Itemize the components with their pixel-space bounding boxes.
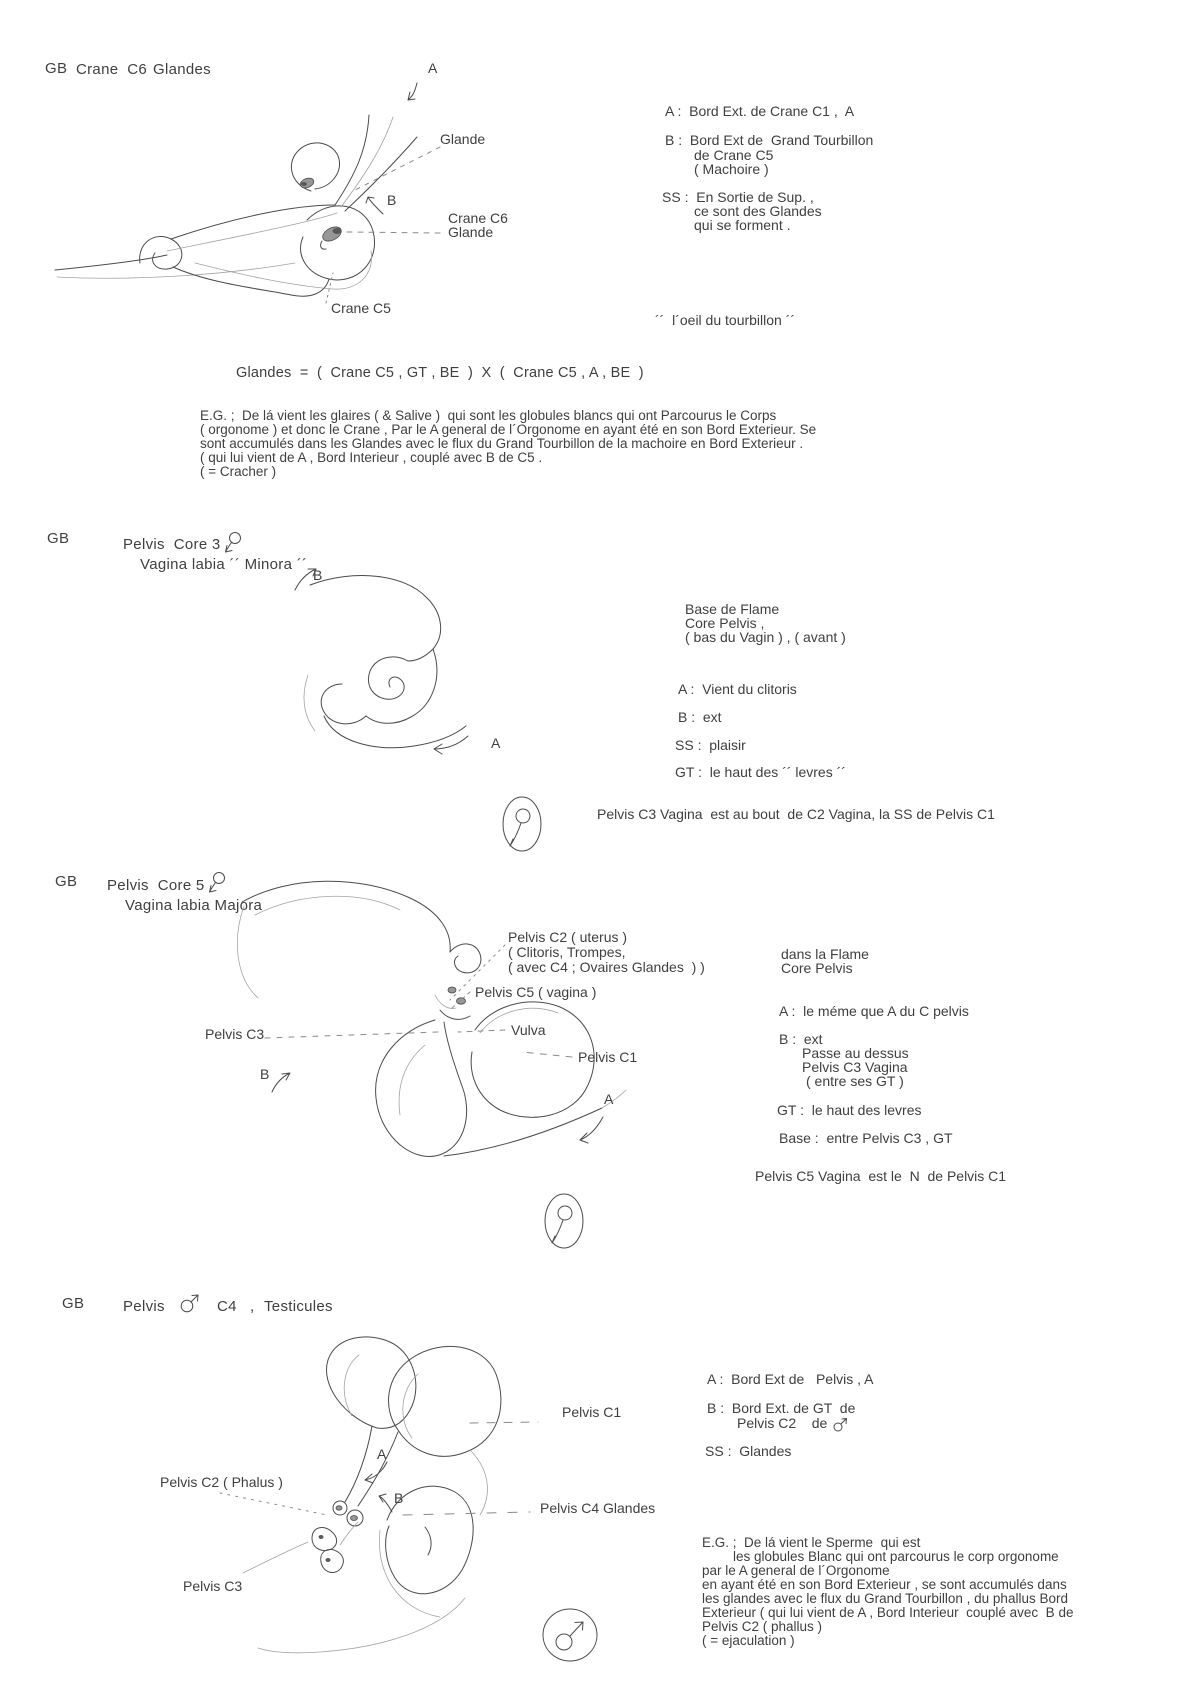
legend2-gt: GT : le haut des ´´ levres ´´ [675,764,846,780]
female-gender-icon [206,871,226,895]
label-pelvis-c5: Pelvis C5 ( vagina ) [475,984,597,1000]
section4-title-pelvis: Pelvis [123,1298,165,1315]
label-pelvis-c1: Pelvis C1 [578,1049,638,1065]
section2-arrow-b-label: B [313,567,323,583]
section3-subtitle: Vagina labia Majora [125,897,263,914]
label-pelvis-c3-male: Pelvis C3 [183,1578,243,1594]
paragraph4-line4: en ayant été en son Bord Exterieur , se sont accumulés dans [702,1577,1067,1592]
label-pelvis-c3: Pelvis C3 [205,1026,265,1042]
section4-arrow-b-label: B [394,1490,404,1506]
paragraph4-line6: Exterieur ( qui lui vient de A , Bord Interieur couplé avec B de [702,1605,1074,1620]
label-glande: Glande [440,131,486,147]
section1-title-glandes: Glandes [153,61,211,78]
label-crane-c5: Crane C5 [331,300,391,316]
note-oeil-tourbillon: ´´ l´oeil du tourbillon ´´ [655,312,796,328]
paragraph1-line3: sont accumulés dans les Glandes avec le flux du Grand Tourbillon de la machoire en Bord Exterieur . [200,436,804,451]
note-base-flame-line3: ( bas du Vagin ) , ( avant ) [685,629,846,645]
pelvis-core3-sketch [250,540,510,800]
section3-bottom-note: Pelvis C5 Vagina est le N de Pelvis C1 [755,1168,1007,1184]
legend1-b-line3: ( Machoire ) [694,161,769,177]
legend1-b-line2: de Crane C5 [694,147,774,163]
legend3-b-line4: ( entre ses GT ) [806,1073,904,1089]
glandes-formula: Glandes = ( Crane C5 , GT , BE ) X ( Crane C5 , A , BE ) [236,365,644,381]
section4-title-comma: , [250,1298,255,1315]
legend3-base: Base : entre Pelvis C3 , GT [779,1130,953,1146]
crane-c6-sketch [45,55,625,325]
section3-arrow-a-label: A [604,1091,614,1107]
paragraph1-line5: ( = Cracher ) [200,464,277,479]
paragraph4-line5: les glandes avec le flux du Grand Tourbillon , du phallus Bord [702,1591,1068,1606]
note-flame-line1: dans la Flame [781,946,869,962]
paragraph4-line7: Pelvis C2 ( phallus ) [702,1619,823,1634]
paragraph1-line1: E.G. ; De lá vient les glaires ( & Salive ) qui sont les globules blancs qui ont Parcourus le Corps [200,408,777,423]
label-pelvis-c2-line3: ( avec C4 ; Ovaires Glandes ) ) [508,959,705,975]
male-gender-icon [180,1291,200,1313]
paragraph1-line4: ( qui lui vient de A , Bord Interieur , couplé avec B de C5 . [200,450,543,465]
label-vulva: Vulva [511,1022,546,1038]
label-pelvis-c2-line1: Pelvis C2 ( uterus ) [508,929,628,945]
section4-gb: GB [62,1295,85,1312]
legend3-b-line1: B : ext [779,1031,823,1047]
section3-arrow-b-label: B [260,1066,270,1082]
legend1-ss-line2: ce sont des Glandes [694,203,822,219]
legend1-b-line1: B : Bord Ext de Grand Tourbillon [665,132,874,148]
section3-gb: GB [55,873,78,890]
section2-title: Pelvis Core 3 [123,536,221,553]
legend4-b-line1: B : Bord Ext. de GT de [707,1400,856,1416]
section1-arrow-b-label: B [387,192,397,208]
section4-title-testicules: Testicules [264,1298,333,1315]
section2-gb: GB [47,530,70,547]
section2-arrow-a-label: A [491,735,501,751]
circled-female-symbol [542,1192,586,1250]
legend3-gt: GT : le haut des levres [777,1102,922,1118]
legend3-b-line3: Pelvis C3 Vagina [802,1059,908,1075]
note-base-flame-line2: Core Pelvis , [685,615,765,631]
section3-title: Pelvis Core 5 [107,877,205,894]
legend2-a: A : Vient du clitoris [678,681,797,697]
section1-title: Crane C6 [76,61,148,78]
note-flame-line2: Core Pelvis [781,960,853,976]
female-gender-icon [222,531,242,555]
legend1-ss-line1: SS : En Sortie de Sup. , [662,189,814,205]
legend3-a: A : le méme que A du C pelvis [779,1003,969,1019]
note-base-flame-line1: Base de Flame [685,601,780,617]
section1-gb: GB [45,60,68,77]
section2-bottom-note: Pelvis C3 Vagina est au bout de C2 Vagina, la SS de Pelvis C1 [597,806,995,822]
legend4-ss: SS : Glandes [705,1443,792,1459]
section2-subtitle: Vagina labia ´´ Minora ´´ [140,556,308,573]
legend4-b-line2 [737,1415,848,1432]
label-pelvis-c4-glandes: Pelvis C4 Glandes [540,1500,656,1516]
label-crane-c6: Crane C6 [448,210,508,226]
label-pelvis-c1-male: Pelvis C1 [562,1404,622,1420]
legend1-a: A : Bord Ext. de Crane C1 , A [665,103,855,119]
legend2-b: B : ext [678,709,722,725]
section1-arrow-a-label: A [428,60,438,76]
paragraph4-line8: ( = ejaculation ) [702,1633,795,1648]
male-gender-icon [833,1415,848,1432]
label-pelvis-c2-phalus: Pelvis C2 ( Phalus ) [160,1474,283,1490]
paragraph4-line2: les globules Blanc qui ont parcourus le corp orgonome [733,1549,1059,1564]
section4-title-c4: C4 [217,1298,237,1315]
label-pelvis-c2-line2: ( Clitoris, Trompes, [508,944,626,960]
legend4-a: A : Bord Ext de Pelvis , A [707,1371,874,1387]
paragraph1-line2: ( orgonome ) et donc le Crane , Par le A general de l´Orgonome en ayant été en son Bord Exterieur. Se [200,422,817,437]
paragraph4-line3: par le A general de l´Orgonome [702,1563,890,1578]
section4-arrow-a-label: A [377,1446,387,1462]
legend4-b-line2-text: Pelvis C2 de [737,1415,828,1432]
legend1-ss-line3: qui se forment . [694,217,791,233]
pelvis-core5-sketch [230,870,630,1180]
legend2-ss: SS : plaisir [675,737,746,753]
circled-female-symbol [500,795,544,853]
circled-male-symbol [541,1607,599,1663]
legend3-b-line2: Passe au dessus [802,1045,909,1061]
label-crane-c6-glande: Glande [448,224,494,240]
paragraph4-line1: E.G. ; De lá vient le Sperme qui est [702,1535,921,1550]
